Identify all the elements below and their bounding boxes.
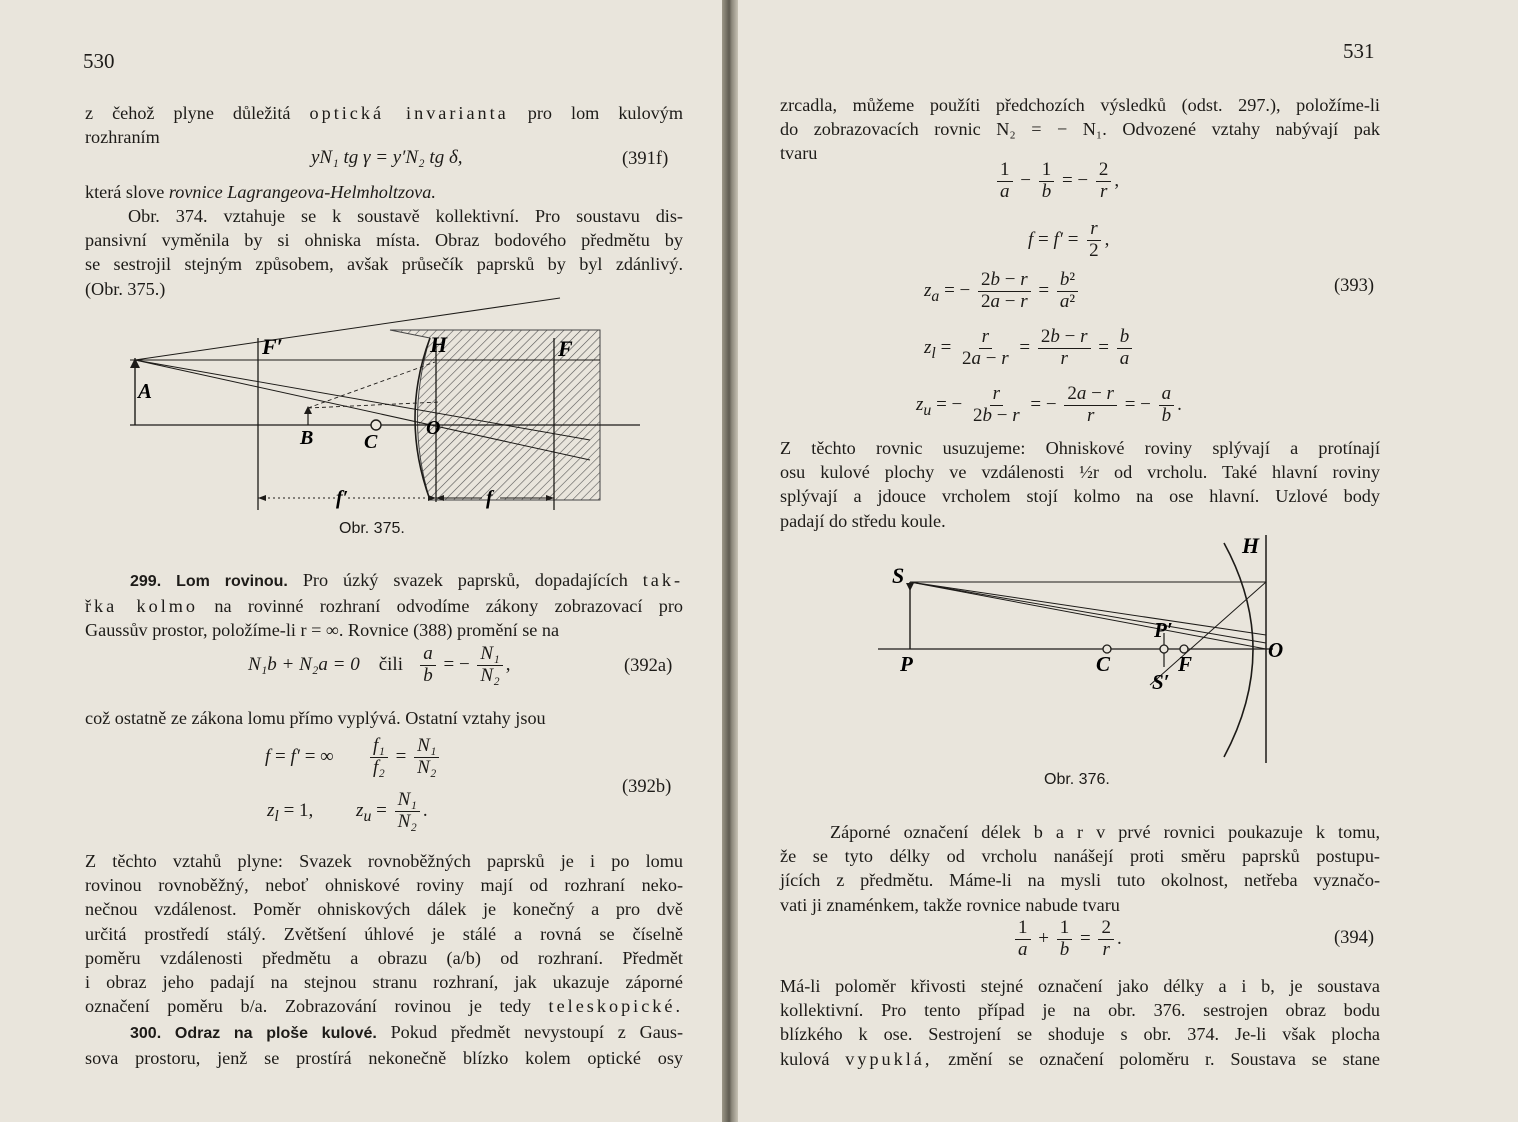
page-number: 531 [1343, 39, 1375, 63]
label-B: B [300, 427, 314, 449]
paragraph: Obr. 374. vztahuje se k soustavě kollektivní. Pro soustavu dis- pansivní vyměnila by si ohniska místa. Obraz bodového předmětu by se sestrojil stejným způsobem, avšak průsečík paprsků by byl zdánlivý. (Obr. 375.) [85, 206, 683, 299]
label-H: H [430, 332, 448, 357]
figure-caption: Obr. 375. [339, 520, 405, 537]
paragraph: Má-li poloměr křivosti stejné označení jako délky a i b, je soustava kollektivní. Pro tento případ je na obr. 376. sestrojen obraz bodu blízkého k ose. Sestrojení se shoduje s obr. 374. Je-li však plocha kulová vypuklá, změní se označení poloměru r. Soustava se stane [780, 976, 1380, 1069]
paragraph: zrcadla, můžeme použíti předchozích výsledků (odst. 297.), položíme-li do zobrazovacích rovnic N₂ = − N₁. Odvozené vztahy nabývají pak tvaru [780, 95, 1380, 164]
equation-393-1: $\frac{1}{a}$ − $\frac{1}{b}$ = − $\frac{2}{r}$ , [994, 160, 1119, 203]
equation-393-2: f = f′ = $\frac{r}{2}$ , [1028, 218, 1110, 261]
equation-392b-line1: f = f′ = ∞ $\frac{\text{f₁}}{\text{f₂}}$ = $\frac{\text{N₁}}{\text{N₂}}$ [265, 736, 442, 779]
equation-393-5: $z_u$ = − $\frac{r}{2b - r}$ = − $\frac{2a - r}{r}$ = − $\frac{a}{b}$ . [916, 383, 1182, 426]
paragraph: z čehož plyne důležitá optická invarianta pro lom kulovým rozhraním [85, 103, 684, 148]
label-F: F [1178, 652, 1193, 676]
equation-number: (394) [1334, 928, 1375, 948]
figure-375 [120, 290, 660, 510]
right-page [738, 0, 1518, 1122]
label-S-prime: S′ [1152, 670, 1170, 694]
equation-number: (391f) [622, 149, 669, 169]
page-number: 530 [83, 49, 115, 73]
label-P: P [900, 652, 913, 676]
equation-391f: yN₁ tg γ = y′N₂ tg δ, [311, 147, 463, 168]
equation-392a: N₁b + N₂a = 0 čili $\frac{a}{b}$ = − $\frac{\text{N₁}}{\text{N₂}}$ , [248, 643, 511, 686]
label-O: O [426, 417, 441, 439]
label-A: A [138, 379, 153, 403]
label-C: C [364, 431, 378, 453]
label-P-prime: P′ [1154, 618, 1173, 642]
label-f: f [486, 487, 493, 509]
left-page [0, 0, 722, 1122]
equation-393-4: $z_l$ = $\frac{r}{2a - r}$ = $\frac{2b - r}{r}$ = $\frac{b}{a}$ [924, 327, 1135, 370]
label-H: H [1242, 533, 1260, 558]
paragraph: Záporné označení délek b a r v prvé rovnici poukazuje k tomu, že se tyto délky od vrcholu nanášejí proti směru paprsků postupu- jících z předmětu. Máme-li na mysli tuto okolnost, netřeba vyznačo- vati ji znaménkem, takže rovnice nabude tvaru [780, 822, 1380, 915]
paragraph: která slove rovnice Lagrangeova-Helmholtzova. [85, 182, 436, 202]
equation-394: $\frac{1}{a}$ + $\frac{1}{b}$ = $\frac{2}{r}$ . [1012, 918, 1122, 961]
book-gutter [722, 0, 738, 1122]
label-f-prime: f′ [336, 487, 349, 509]
paragraph: Z těchto rovnic usuzujeme: Ohniskové roviny splývají a protínají osu kulové plochy ve vzdálenosti ½r od vrcholu. Také hlavní roviny splývají a jdouce vrcholem stojí kolmo na ose hlavní. Uzlové body padají do středu koule. [780, 438, 1380, 531]
label-S: S [892, 563, 905, 588]
label-O: O [1268, 638, 1284, 662]
equation-392b-line2: $z_l = 1$, $z_u$ = $\frac{\text{N₁}}{\text{N₂}}$ . [267, 789, 428, 832]
paragraph: Z těchto vztahů plyne: Svazek rovnoběžných paprsků je i po lomu rovinou rovnoběžný, neboť ohniskové roviny mají od rozhraní neko- nečnou vzdálenost. Poměr ohniskových dálek je konečný a pro dvě určitá prostředí stálý. Zvětšení úhlové je stálé a rovná se číselně poměru vzdálenosti předmětu a obrazu (a/b) od rozhraní. Předmět i obraz jeho padají na stejnou stranu rozhraní, jak ukazuje záporné označení poměru b/a. Zobrazování rovinou je tedy teleskopické. [85, 851, 683, 1017]
section-300: 300. Odraz na ploše kulové. Pokud předmět nevystoupí z Gaus- sova prostoru, jenž se prostírá nekonečně blízko kolem optické osy [85, 1022, 684, 1069]
section-299: 299. Lom rovinou. Pro úzký svazek paprsků, dopadajících tak- řka kolmo na rovinné rozhraní odvodíme zákony zobrazovací pro Gaussův prostor, položíme-li r = ∞. Rovnice (388) promění se na [85, 570, 684, 641]
figure-caption: Obr. 376. [1044, 771, 1110, 788]
equation-number: (393) [1334, 276, 1375, 296]
figure-376 [878, 525, 1298, 765]
label-F: F [558, 336, 573, 361]
equation-number: (392b) [622, 777, 672, 797]
paragraph: což ostatně ze zákona lomu přímo vyplývá. Ostatní vztahy jsou [85, 708, 546, 728]
equation-393-3: $z_a$ = − $\frac{2b - r}{2a - r}$ = $\frac{\text{b²}}{\text{a²}}$ [924, 270, 1081, 313]
label-F-prime: F′ [262, 334, 283, 359]
label-C: C [1096, 652, 1111, 676]
equation-number: (392a) [624, 656, 673, 676]
